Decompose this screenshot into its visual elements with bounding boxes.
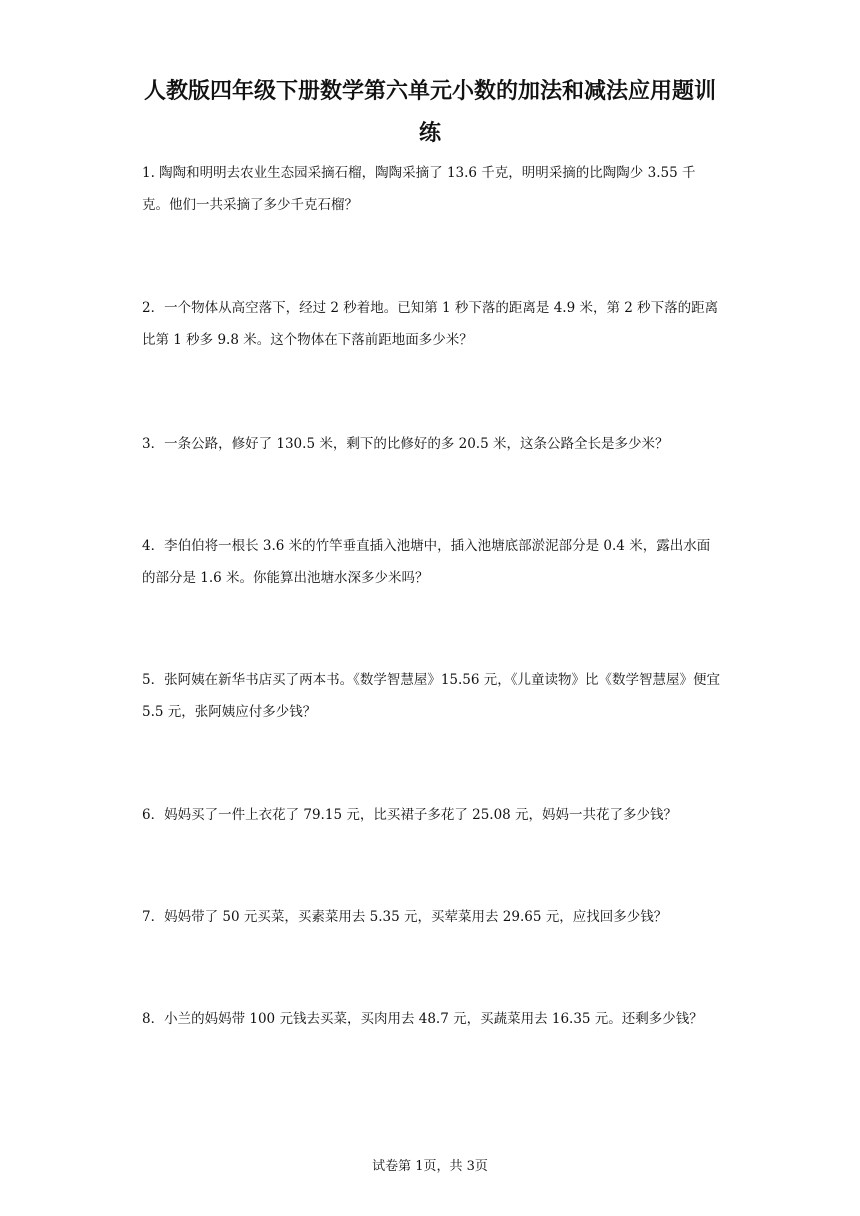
question-8: 8．小兰的妈妈带 100 元钱去买菜，买肉用去 48.7 元，买蔬菜用去 16.35 元。还剩多少钱？ — [142, 1011, 703, 1027]
page-title: 人教版四年级下册数学第六单元小数的加法和减法应用题训 — [143, 79, 716, 104]
page-footer: 试卷第 1页，共 3页 — [372, 1159, 488, 1174]
question-7: 7．妈妈带了 50 元买菜，买素菜用去 5.35 元，买荤菜用去 29.65 元，应找回多少钱？ — [142, 909, 668, 925]
question-5: 5．张阿姨在新华书店买了两本书。《数学智慧屋》15.56 元，《儿童读物》比《数学智慧屋》便宜 5.5 元，张阿姨应付多少钱？ — [142, 672, 721, 720]
question-3: 3．一条公路，修好了 130.5 米，剩下的比修好的多 20.5 米，这条公路全长是多少米？ — [142, 436, 669, 452]
question-6: 6．妈妈买了一件上衣花了 79.15 元，比买裙子多花了 25.08 元，妈妈一共花了多少钱？ — [142, 807, 678, 823]
question-1: 1. 陶陶和明明去农业生态园采摘石榴，陶陶采摘了 13.6 千克，明明采摘的比陶陶少 3.55 千克。他们一共采摘了多少千克石榴？ — [142, 165, 696, 213]
page-title-continuation: 练 — [418, 121, 441, 146]
question-2: 2．一个物体从高空落下，经过 2 秒着地。已知第 1 秒下落的距离是 4.9 米，第 2 秒下落的距离比第 1 秒多 9.8 米。这个物体在下落前距地面多少米？ — [142, 300, 719, 348]
question-4: 4．李伯伯将一根长 3.6 米的竹竿垂直插入池塘中，插入池塘底部淤泥部分是 0.4 米，露出水面的部分是 1.6 米。你能算出池塘水深多少米吗？ — [142, 538, 711, 586]
